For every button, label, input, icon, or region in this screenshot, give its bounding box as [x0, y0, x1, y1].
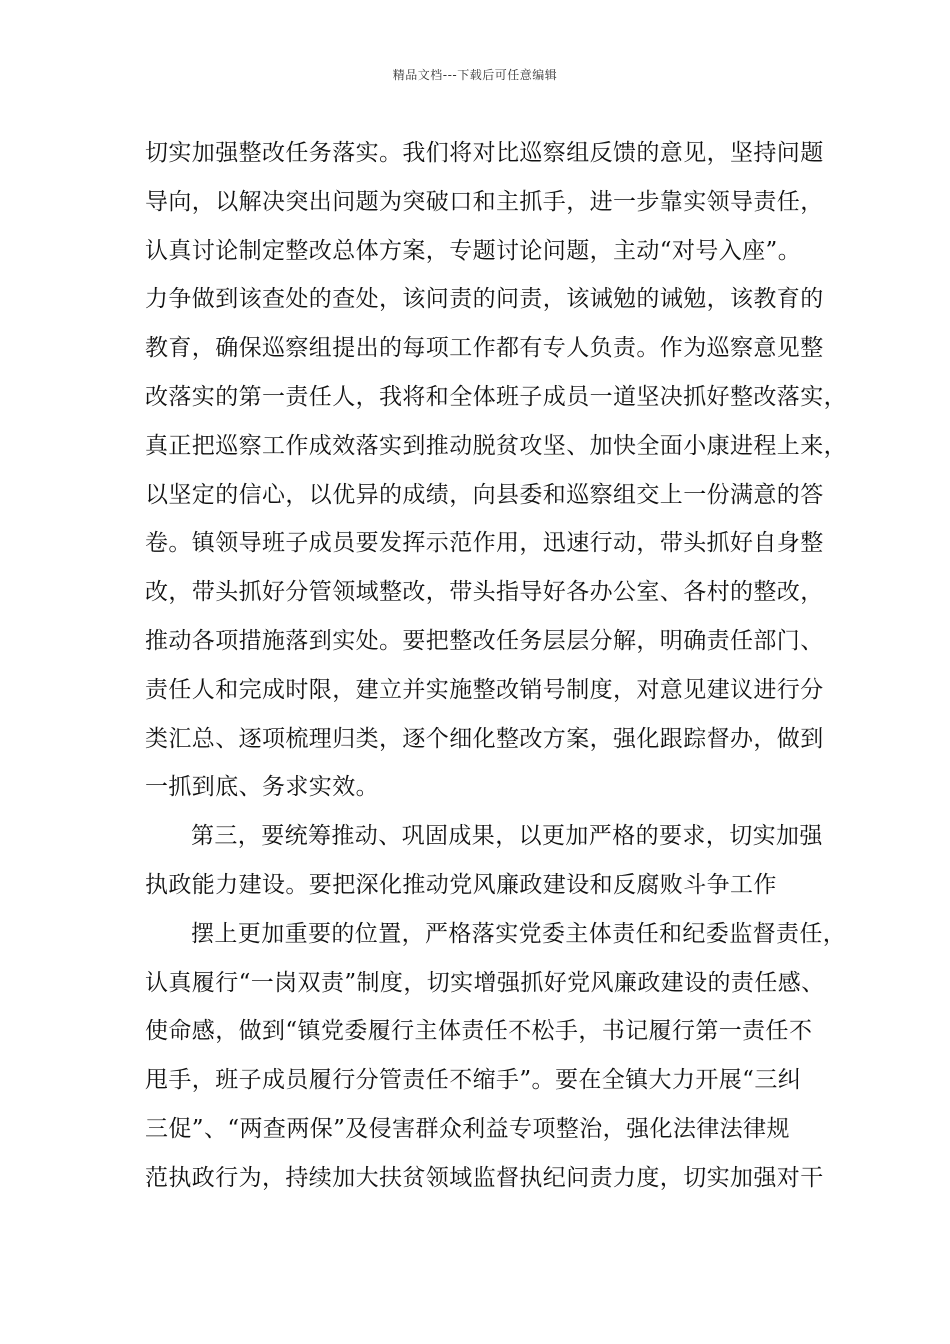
text-line: 认真讨论制定整改总体方案，专题讨论问题，主动“对号入座”。 [145, 237, 802, 264]
text-line: 责任人和完成时限，建立并实施整改销号制度，对意见建议进行分 [145, 676, 824, 703]
text-line: 使命感，做到“镇党委履行主体责任不松手，书记履行第一责任不 [145, 1018, 813, 1045]
text-line: 甩手，班子成员履行分管责任不缩手”。要在全镇大力开展“三纠 [145, 1067, 802, 1094]
text-line: 导向，以解决突出问题为突破口和主抓手，进一步靠实领导责任， [145, 188, 824, 215]
text-line: 卷。镇领导班子成员要发挥示范作用，迅速行动，带头抓好自身整 [145, 530, 824, 557]
text-line: 教育，确保巡察组提出的每项工作都有专人负责。作为巡察意见整 [145, 335, 824, 362]
paragraph-first-line: 第三，要统筹推动、巩固成果，以更加严格的要求，切实加强 [191, 823, 823, 850]
text-line: 类汇总、逐项梳理归类，逐个细化整改方案，强化跟踪督办，做到 [145, 725, 824, 752]
text-line: 范执政行为，持续加大扶贫领域监督执纪问责力度，切实加强对干 [145, 1164, 824, 1191]
paragraph-first-line: 摆上更加重要的位置，严格落实党委主体责任和纪委监督责任， [191, 920, 847, 947]
text-line: 改，带头抓好分管领域整改，带头指导好各办公室、各村的整改， [145, 579, 824, 606]
text-line: 推动各项措施落到实处。要把整改任务层层分解，明确责任部门、 [145, 627, 824, 654]
text-line: 三促”、“两查两保”及侵害群众利益专项整治，强化法律法律规 [145, 1115, 790, 1142]
text-line: 改落实的第一责任人，我将和全体班子成员一道坚决抓好整改落实， [145, 383, 847, 410]
text-line: 认真履行“一岗双责”制度，切实增强抓好党风廉政建设的责任感、 [145, 969, 825, 996]
text-line: 以坚定的信心，以优异的成绩，向县委和巡察组交上一份满意的答 [145, 481, 824, 508]
text-line: 执政能力建设。要把深化推动党风廉政建设和反腐败斗争工作 [145, 871, 777, 898]
body-text [145, 133, 847, 1207]
text-line: 一抓到底、务求实效。 [145, 774, 379, 801]
text-line: 真正把巡察工作成效落实到推动脱贫攻坚、加快全面小康进程上来， [145, 432, 847, 459]
text-line: 切实加强整改任务落实。我们将对比巡察组反馈的意见，坚持问题 [145, 140, 824, 166]
text-line: 力争做到该查处的查处，该问责的问责，该诫勉的诫勉，该教育的 [145, 286, 824, 313]
page-header: 精品文档---下载后可任意编辑 [392, 68, 558, 82]
